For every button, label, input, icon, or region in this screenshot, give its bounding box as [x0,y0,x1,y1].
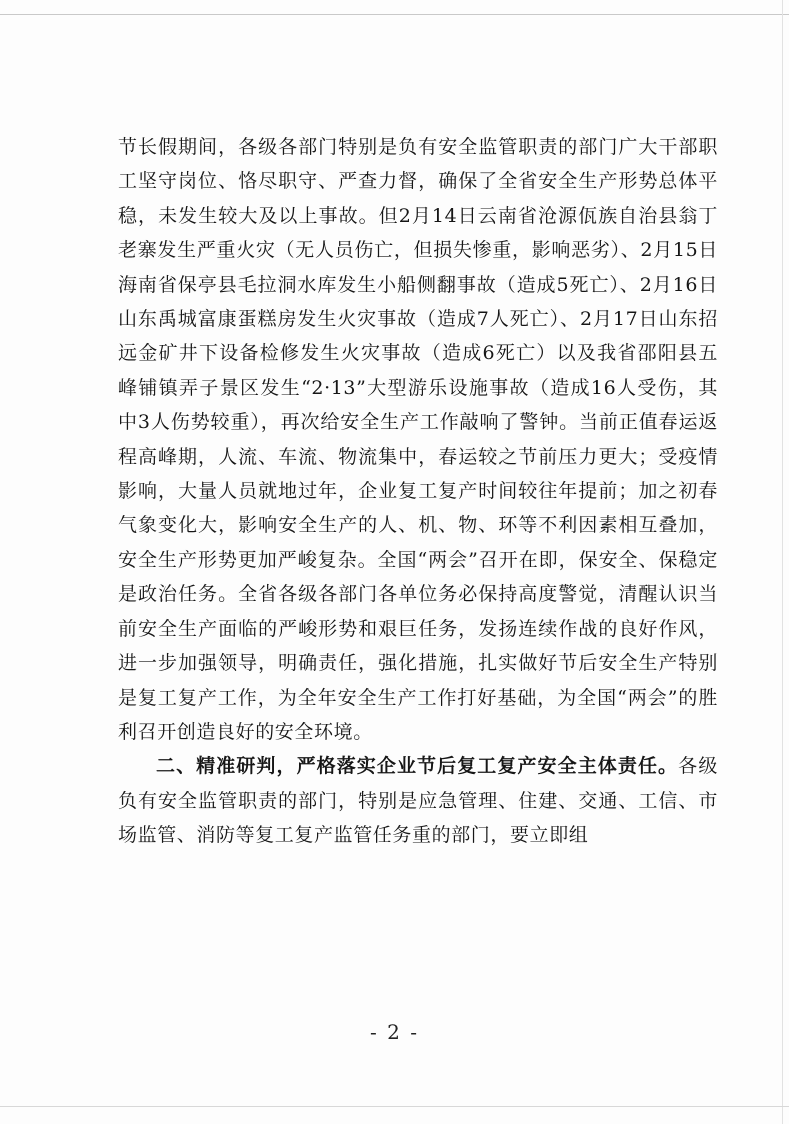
scan-right-edge [782,0,783,1124]
section-heading-two: 二、精准研判，严格落实企业节后复工复产安全主体责任。 [156,755,679,778]
scan-top-edge [0,14,789,15]
section-two-text: 各级负有安全监管职责的部门，特别是应急管理、住建、交通、工信、市场监管、消防等复工复产监管任务重的部门，要立即组 [118,755,719,847]
scan-bottom-edge [0,1106,789,1107]
page-number: - 2 - [370,1020,419,1044]
paragraph-continuation: 节长假期间，各级各部门特别是负有安全监管职责的部门广大干部职工坚守岗位、恪尽职守、严查力督，确保了全省安全生产形势总体平稳，未发生较大及以上事故。但2月14日云南省沧源佤族自治县翁丁老寨发生严重火灾（无人员伤亡，但损失惨重，影响恶劣）、2月15日海南省保亭县毛拉洞水库发生小船侧翻事故（造成5死亡）、2月16日山东禹城富康蛋糕房发生火灾事故（造成7人死亡）、2月17日山东招远金矿井下设备检修发生火灾事故（造成6死亡）以及我省邵阳县五峰铺镇弄子景区发生“2·13”大型游乐设施事故（造成16人受伤，其中3人伤势较重），再次给安全生产工作敲响了警钟。当前正值春运返程高峰期，人流、车流、物流集中，春运较之节前压力更大；受疫情影响，大量人员就地过年，企业复工复产时间较往年提前；加之初春气象变化大，影响安全生产的人、机、物、环等不利因素相互叠加，安全生产形势更加严峻复杂。全国“两会”召开在即，保安全、保稳定是政治任务。全省各级各部门各单位务必保持高度警觉，清醒认识当前安全生产面临的严峻形势和艰巨任务，发扬连续作战的良好作风，进一步加强领导，明确责任，强化措施，扎实做好节后安全生产特别是复工复产工作，为全年安全生产工作打好基础，为全国“两会”的胜利召开创造良好的安全环境。 [118,136,718,743]
paragraph-section-two [118,749,718,852]
document-body [118,130,718,853]
